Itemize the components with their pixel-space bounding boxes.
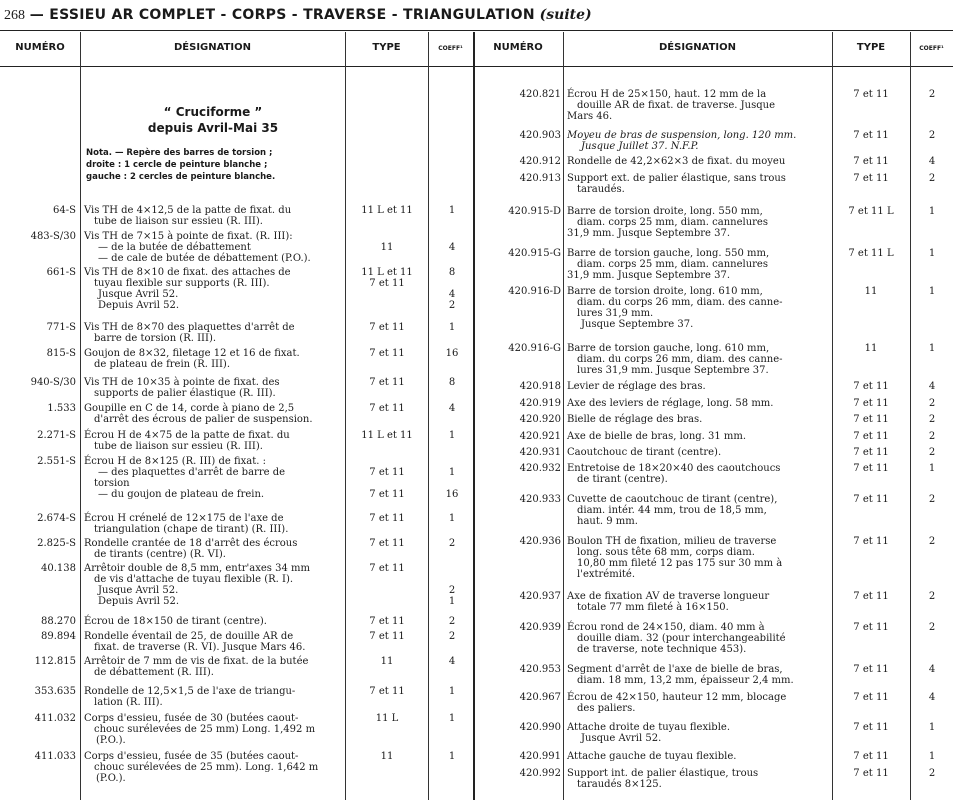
right-designation-line: Écrou de 42×150, hauteur 12 mm, blocage [567, 692, 787, 703]
left-part-number: 411.033 [34, 751, 76, 762]
left-coeff-value: 1 [448, 596, 456, 607]
left-type-value: 7 et 11 [369, 489, 405, 500]
right-type-value: 7 et 11 [853, 768, 889, 779]
left-coeff-value: 4 [448, 289, 456, 300]
right-type-value: 7 et 11 [853, 447, 889, 458]
col-header-numero: NUMÉRO [15, 42, 65, 53]
col-header-type-right: TYPE [856, 42, 886, 53]
right-designation-line: diam. du corps 26 mm, diam. des canne- [577, 354, 783, 365]
left-type-value: 11 [380, 751, 394, 762]
nota-line: droite : 1 cercle de peinture blanche ; [86, 160, 268, 170]
header-top-rule [0, 30, 953, 31]
right-part-number: 420.933 [519, 494, 561, 505]
left-designation-line: de plateau de frein (R. III). [94, 359, 231, 370]
right-designation-line: Jusque Septembre 37. [581, 319, 694, 330]
right-designation-line: diam. intér. 44 mm, trou de 18,5 mm, [577, 505, 767, 516]
left-part-number: 815-S [46, 348, 76, 359]
left-designation-line: Goupille en C de 14, corde à piano de 2,5 [84, 403, 295, 414]
left-type-value: 7 et 11 [369, 538, 405, 549]
page-number: 268 [4, 8, 25, 23]
right-designation-line: Axe de fixation AV de traverse longueur [567, 591, 770, 602]
right-coeff-value: 1 [928, 248, 936, 259]
left-coeff-value: 1 [448, 467, 456, 478]
left-designation-line: — du goujon de plateau de frein. [98, 489, 265, 500]
left-coeff-value: 4 [448, 656, 456, 667]
divider [428, 32, 429, 800]
right-designation-line: diam. du corps 26 mm, diam. des canne- [577, 297, 783, 308]
left-type-value: 7 et 11 [369, 631, 405, 642]
left-coeff-value: 1 [448, 686, 456, 697]
right-coeff-value: 2 [928, 768, 936, 779]
left-type-value: 11 [380, 656, 394, 667]
right-part-number: 420.932 [519, 463, 561, 474]
left-type-value: 11 L et 11 [361, 430, 413, 441]
right-designation-line: des paliers. [577, 703, 636, 714]
right-designation-line: Écrou rond de 24×150, diam. 40 mm à [567, 622, 765, 633]
right-coeff-value: 2 [928, 89, 936, 100]
right-designation-line: diam. corps 25 mm, diam. cannelures [577, 217, 768, 228]
right-designation-line: Axe de bielle de bras, long. 31 mm. [567, 431, 747, 442]
right-coeff-value: 4 [928, 156, 936, 167]
left-designation-line: — de la butée de débattement [98, 242, 251, 253]
left-part-number: 88.270 [41, 616, 76, 627]
right-designation-line: Jusque Avril 52. [581, 733, 662, 744]
right-coeff-value: 2 [928, 494, 936, 505]
left-coeff-value: 1 [448, 430, 456, 441]
left-type-value: 7 et 11 [369, 616, 405, 627]
left-designation-line: lation (R. III). [94, 697, 163, 708]
right-part-number: 420.936 [519, 536, 561, 547]
right-type-value: 7 et 11 [853, 751, 889, 762]
right-part-number: 420.916-G [508, 343, 561, 354]
right-designation-line: Attache gauche de tuyau flexible. [567, 751, 737, 762]
right-type-value: 7 et 11 [853, 414, 889, 425]
right-coeff-value: 1 [928, 463, 936, 474]
right-type-value: 7 et 11 [853, 494, 889, 505]
left-designation-line: Vis TH de 8×10 de fixat. des attaches de [84, 267, 291, 278]
left-type-value: 7 et 11 [369, 563, 405, 574]
left-designation-line: de tirants (centre) (R. VI). [94, 549, 226, 560]
right-type-value: 7 et 11 [853, 664, 889, 675]
right-part-number: 420.920 [519, 414, 561, 425]
right-designation-line: l'extrémité. [577, 569, 636, 580]
left-designation-line: de vis d'attache de tuyau flexible (R. I). [94, 574, 294, 585]
right-coeff-value: 2 [928, 536, 936, 547]
right-designation-line: 31,9 mm. Jusque Septembre 37. [567, 270, 731, 281]
divider [563, 32, 564, 800]
right-designation-line: Barre de torsion droite, long. 550 mm, [567, 206, 763, 217]
right-designation-line: Axe des leviers de réglage, long. 58 mm. [567, 398, 774, 409]
left-designation-line: chouc surélevées de 25 mm) Long. 1,492 m [94, 724, 316, 735]
right-type-value: 7 et 11 [853, 398, 889, 409]
col-header-coeff-right: COEFF¹ [919, 45, 944, 52]
left-coeff-value: 2 [448, 300, 456, 311]
right-designation-line: douille AR de fixat. de traverse. Jusque [577, 100, 775, 111]
right-designation-line: de tirant (centre). [577, 474, 668, 485]
left-designation-line: Depuis Avril 52. [98, 300, 180, 311]
left-designation-line: Jusque Avril 52. [98, 585, 179, 596]
right-type-value: 7 et 11 [853, 381, 889, 392]
left-designation-line: chouc surélevées de 25 mm). Long. 1,642 m [94, 762, 319, 773]
left-coeff-value: 1 [448, 205, 456, 216]
right-part-number: 420.919 [519, 398, 561, 409]
left-designation-line: fixat. de traverse (R. VI). Jusque Mars 46. [94, 642, 306, 653]
left-designation-line: supports de palier élastique (R. III). [94, 388, 276, 399]
left-designation-line: (P.O.). [96, 735, 126, 746]
right-designation-line: haut. 9 mm. [577, 516, 638, 527]
left-coeff-value: 1 [448, 322, 456, 333]
right-part-number: 420.915-D [508, 206, 561, 217]
right-designation-line: Rondelle de 42,2×62×3 de fixat. du moyeu [567, 156, 786, 167]
left-part-number: 64-S [53, 205, 76, 216]
left-coeff-value: 1 [448, 751, 456, 762]
col-header-numero-right: NUMÉRO [493, 42, 543, 53]
right-designation-line: Segment d'arrêt de l'axe de bielle de bras, [567, 664, 783, 675]
left-designation-line: Rondelle de 12,5×1,5 de l'axe de triangu- [84, 686, 296, 697]
left-part-number: 112.815 [34, 656, 76, 667]
right-designation-line: Entretoise de 18×20×40 des caoutchoucs [567, 463, 781, 474]
left-type-value: 7 et 11 [369, 403, 405, 414]
right-designation-line: Levier de réglage des bras. [567, 381, 706, 392]
right-designation-line: Bielle de réglage des bras. [567, 414, 703, 425]
right-type-value: 7 et 11 [853, 591, 889, 602]
right-coeff-value: 1 [928, 206, 936, 217]
right-type-value: 7 et 11 [853, 536, 889, 547]
right-coeff-value: 2 [928, 414, 936, 425]
section-title [82, 104, 344, 136]
left-designation-line: torsion [94, 478, 130, 489]
right-designation-line: 10,80 mm fileté 12 pas 175 sur 30 mm à [577, 558, 783, 569]
col-header-designation: DÉSIGNATION [173, 42, 251, 53]
col-header-designation-right: DÉSIGNATION [658, 42, 736, 53]
right-designation-line: Attache droite de tuyau flexible. [567, 722, 731, 733]
left-coeff-value: 1 [448, 713, 456, 724]
left-coeff-value: 4 [448, 242, 456, 253]
right-designation-line: lures 31,9 mm. [577, 308, 654, 319]
col-header-type: TYPE [372, 42, 401, 53]
left-designation-line: — des plaquettes d'arrêt de barre de [98, 467, 286, 478]
right-coeff-value: 2 [928, 398, 936, 409]
left-designation-line: Vis TH de 8×70 des plaquettes d'arrêt de [84, 322, 295, 333]
left-part-number: 771-S [46, 322, 76, 333]
left-designation-line: Goujon de 8×32, filetage 12 et 16 de fixat. [84, 348, 300, 359]
left-coeff-value: 8 [448, 267, 456, 278]
right-part-number: 420.918 [519, 381, 561, 392]
right-coeff-value: 2 [928, 173, 936, 184]
right-part-number: 420.903 [519, 130, 561, 141]
right-part-number: 420.953 [519, 664, 561, 675]
right-type-value: 7 et 11 [853, 130, 889, 141]
nota-block [86, 147, 275, 183]
left-part-number: 483-S/30 [30, 231, 76, 242]
right-part-number: 420.921 [519, 431, 561, 442]
right-coeff-value: 1 [928, 751, 936, 762]
left-designation-line: tuyau flexible sur supports (R. III). [94, 278, 270, 289]
right-designation-line: Caoutchouc de tirant (centre). [567, 447, 722, 458]
left-coeff-value: 4 [448, 403, 456, 414]
left-designation-line: Rondelle éventail de 25, de douille AR de [84, 631, 294, 642]
right-designation-line: Cuvette de caoutchouc de tirant (centre), [567, 494, 778, 505]
page-title-suffix: (suite) [539, 7, 592, 23]
left-part-number: 1.533 [47, 403, 76, 414]
left-designation-line: Jusque Avril 52. [98, 289, 179, 300]
left-designation-line: Écrou de 18×150 de tirant (centre). [84, 616, 267, 627]
right-type-value: 7 et 11 L [848, 248, 894, 259]
right-type-value: 7 et 11 [853, 89, 889, 100]
left-part-number: 353.635 [34, 686, 76, 697]
page-header [4, 2, 592, 26]
right-designation-line: Support int. de palier élastique, trous [567, 768, 759, 779]
right-coeff-value: 4 [928, 664, 936, 675]
left-type-value: 11 L et 11 [361, 267, 413, 278]
left-designation-line: Arrêtoir double de 8,5 mm, entr'axes 34 mm [84, 563, 310, 574]
right-designation-line: Moyeu de bras de suspension, long. 120 mm. [567, 130, 797, 141]
left-designation-line: Rondelle crantée de 18 d'arrêt des écrous [84, 538, 298, 549]
right-type-value: 11 [864, 286, 878, 297]
right-coeff-value: 2 [928, 591, 936, 602]
left-designation-line: tube de liaison sur essieu (R. III). [94, 216, 263, 227]
right-designation-line: Barre de torsion gauche, long. 610 mm, [567, 343, 770, 354]
right-type-value: 7 et 11 [853, 431, 889, 442]
left-coeff-value: 16 [445, 348, 459, 359]
left-designation-line: tube de liaison sur essieu (R. III). [94, 441, 263, 452]
right-part-number: 420.913 [519, 173, 561, 184]
right-coeff-value: 2 [928, 622, 936, 633]
right-designation-line: lures 31,9 mm. Jusque Septembre 37. [577, 365, 769, 376]
right-type-value: 7 et 11 L [848, 206, 894, 217]
left-designation-line: — de cale de butée de débattement (P.O.). [98, 253, 311, 264]
left-designation-line: Vis TH de 4×12,5 de la patte de fixat. du [84, 205, 292, 216]
left-designation-line: Arrêtoir de 7 mm de vis de fixat. de la butée [84, 656, 309, 667]
right-part-number: 420.939 [519, 622, 561, 633]
left-designation-line: barre de torsion (R. III). [94, 333, 217, 344]
right-part-number: 420.916-D [508, 286, 561, 297]
right-type-value: 7 et 11 [853, 156, 889, 167]
right-designation-line: long. sous tête 68 mm, corps diam. [577, 547, 755, 558]
right-designation-line: taraudés 8×125. [577, 779, 662, 790]
right-part-number: 420.821 [519, 89, 561, 100]
col-header-coeff: COEFF¹ [438, 45, 463, 52]
left-coeff-value: 2 [448, 631, 456, 642]
right-part-number: 420.967 [519, 692, 561, 703]
right-part-number: 420.990 [519, 722, 561, 733]
left-coeff-value: 2 [448, 538, 456, 549]
header-bottom-rule [0, 66, 953, 67]
right-coeff-value: 2 [928, 447, 936, 458]
left-type-value: 7 et 11 [369, 686, 405, 697]
left-part-number: 89.894 [41, 631, 76, 642]
right-designation-line: diam. corps 25 mm, diam. cannelures [577, 259, 768, 270]
left-type-value: 7 et 11 [369, 513, 405, 524]
left-type-value: 11 L [375, 713, 399, 724]
left-designation-line: triangulation (chape de tirant) (R. III). [94, 524, 289, 535]
left-designation-line: Vis TH de 7×15 à pointe de fixat. (R. III): [84, 231, 293, 242]
left-part-number: 40.138 [41, 563, 76, 574]
right-type-value: 7 et 11 [853, 622, 889, 633]
left-designation-line: Corps d'essieu, fusée de 30 (butées caout- [84, 713, 299, 724]
left-type-value: 11 L et 11 [361, 205, 413, 216]
left-designation-line: Écrou H de 4×75 de la patte de fixat. du [84, 430, 290, 441]
left-designation-line: Vis TH de 10×35 à pointe de fixat. des [84, 377, 280, 388]
right-part-number: 420.931 [519, 447, 561, 458]
right-designation-line: diam. 18 mm, 13,2 mm, épaisseur 2,4 mm. [577, 675, 794, 686]
right-coeff-value: 2 [928, 431, 936, 442]
nota-line: Nota. — Repère des barres de torsion ; [86, 148, 273, 158]
section-title-line: “ Cruciforme ” [163, 105, 263, 119]
right-type-value: 7 et 11 [853, 463, 889, 474]
left-coeff-value: 2 [448, 616, 456, 627]
page-title: — ESSIEU AR COMPLET - CORPS - TRAVERSE - TRIANGULATION [29, 7, 535, 23]
nota-line: gauche : 2 cercles de peinture blanche. [86, 172, 276, 182]
left-type-value: 7 et 11 [369, 348, 405, 359]
right-type-value: 11 [864, 343, 878, 354]
right-type-value: 7 et 11 [853, 722, 889, 733]
right-coeff-value: 1 [928, 722, 936, 733]
right-part-number: 420.912 [519, 156, 561, 167]
right-designation-line: Barre de torsion gauche, long. 550 mm, [567, 248, 770, 259]
left-part-number: 411.032 [34, 713, 76, 724]
right-coeff-value: 2 [928, 130, 936, 141]
right-part-number: 420.991 [519, 751, 561, 762]
right-type-value: 7 et 11 [853, 173, 889, 184]
left-type-value: 7 et 11 [369, 322, 405, 333]
section-subtitle: depuis Avril-Mai 35 [147, 121, 279, 135]
divider [80, 32, 81, 800]
left-part-number: 940-S/30 [30, 377, 76, 388]
left-coeff-value: 1 [448, 513, 456, 524]
right-designation-line: Écrou H de 25×150, haut. 12 mm de la [567, 89, 767, 100]
right-coeff-value: 1 [928, 286, 936, 297]
right-part-number: 420.992 [519, 768, 561, 779]
right-designation-line: taraudés. [577, 184, 625, 195]
left-coeff-value: 16 [445, 489, 459, 500]
right-coeff-value: 4 [928, 381, 936, 392]
right-coeff-value: 4 [928, 692, 936, 703]
left-type-value: 11 [380, 242, 394, 253]
left-type-value: 7 et 11 [369, 377, 405, 388]
right-designation-line: Mars 46. [567, 111, 613, 122]
right-designation-line: douille diam. 32 (pour interchangeabilité [577, 633, 786, 644]
left-part-number: 2.674-S [37, 513, 76, 524]
left-designation-line: Depuis Avril 52. [98, 596, 180, 607]
right-designation-line: Support ext. de palier élastique, sans trous [567, 173, 786, 184]
left-coeff-value: 2 [448, 585, 456, 596]
right-part-number: 420.937 [519, 591, 561, 602]
left-coeff-value: 8 [448, 377, 456, 388]
left-part-number: 2.551-S [37, 456, 76, 467]
right-type-value: 7 et 11 [853, 692, 889, 703]
left-type-value: 7 et 11 [369, 278, 405, 289]
left-designation-line: Corps d'essieu, fusée de 35 (butées caout- [84, 751, 299, 762]
left-part-number: 661-S [46, 267, 76, 278]
left-designation-line: de débattement (R. III). [94, 667, 214, 678]
right-designation-line: 31,9 mm. Jusque Septembre 37. [567, 228, 731, 239]
right-designation-line: de traverse, note technique 453). [577, 644, 747, 655]
left-designation-line: (P.O.). [96, 773, 126, 784]
right-designation-line: totale 77 mm fileté à 16×150. [577, 602, 729, 613]
left-type-value: 7 et 11 [369, 467, 405, 478]
left-part-number: 2.825-S [37, 538, 76, 549]
left-designation-line: Écrou H crénelé de 12×175 de l'axe de [84, 513, 284, 524]
right-designation-line: Boulon TH de fixation, milieu de traverse [567, 536, 777, 547]
right-part-number: 420.915-G [508, 248, 561, 259]
right-coeff-value: 1 [928, 343, 936, 354]
right-designation-line: Jusque Juillet 37. N.F.P. [581, 141, 699, 152]
left-part-number: 2.271-S [37, 430, 76, 441]
left-designation-line: Écrou H de 8×125 (R. III) de fixat. : [84, 456, 266, 467]
left-designation-line: d'arrêt des écrous de palier de suspension. [94, 414, 313, 425]
right-designation-line: Barre de torsion droite, long. 610 mm, [567, 286, 763, 297]
